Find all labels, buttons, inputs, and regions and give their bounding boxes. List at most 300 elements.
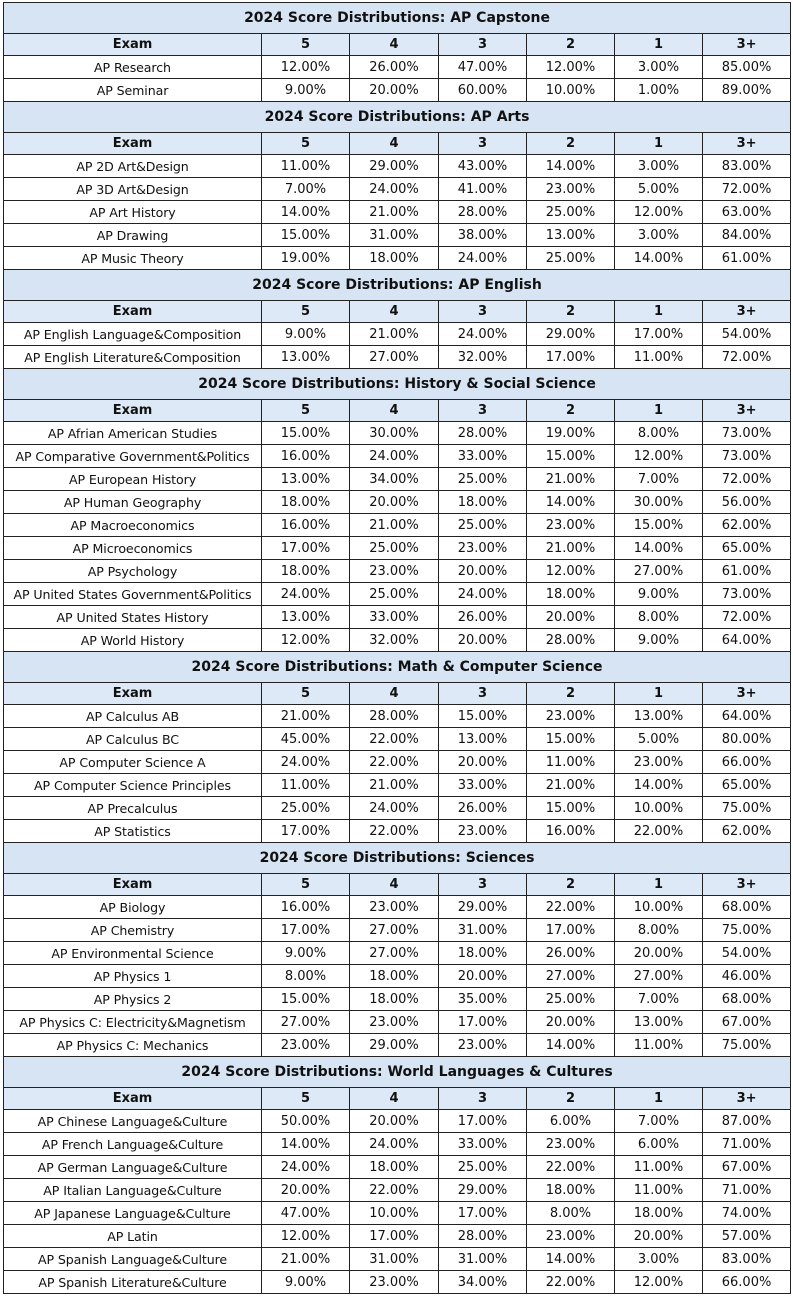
column-header-score-2: 2 xyxy=(527,400,615,422)
cell-score-5: 21.00% xyxy=(262,705,350,728)
cell-score-3: 35.00% xyxy=(439,988,527,1011)
cell-score-5: 19.00% xyxy=(262,247,350,270)
cell-score-2: 14.00% xyxy=(527,155,615,178)
cell-score-4: 23.00% xyxy=(350,896,439,919)
cell-exam: AP Spanish Literature&Culture xyxy=(4,1271,262,1294)
cell-score-2: 8.00% xyxy=(527,1202,615,1225)
cell-score-2: 25.00% xyxy=(527,988,615,1011)
column-header-score-4: 4 xyxy=(350,400,439,422)
section-title-row xyxy=(4,270,791,301)
cell-score-3-plus: 75.00% xyxy=(703,1034,791,1057)
column-header-row xyxy=(4,1088,791,1110)
cell-score-2: 20.00% xyxy=(527,1011,615,1034)
column-header-score-2: 2 xyxy=(527,301,615,323)
section-title: 2024 Score Distributions: Math & Computer Science xyxy=(4,652,791,683)
cell-score-5: 8.00% xyxy=(262,965,350,988)
cell-score-3: 60.00% xyxy=(439,79,527,102)
column-header-score-5: 5 xyxy=(262,683,350,705)
cell-score-4: 31.00% xyxy=(350,224,439,247)
column-header-score-3: 3 xyxy=(439,1088,527,1110)
cell-exam: AP English Literature&Composition xyxy=(4,346,262,369)
column-header-exam: Exam xyxy=(4,1088,262,1110)
table-row xyxy=(4,224,791,247)
cell-score-4: 24.00% xyxy=(350,1133,439,1156)
cell-score-3: 25.00% xyxy=(439,514,527,537)
cell-exam: AP Macroeconomics xyxy=(4,514,262,537)
cell-score-5: 7.00% xyxy=(262,178,350,201)
table-row xyxy=(4,1011,791,1034)
table-row xyxy=(4,820,791,843)
cell-score-1: 3.00% xyxy=(615,56,703,79)
cell-score-5: 15.00% xyxy=(262,422,350,445)
cell-score-3: 20.00% xyxy=(439,560,527,583)
cell-exam: AP Biology xyxy=(4,896,262,919)
cell-score-5: 12.00% xyxy=(262,56,350,79)
table-row xyxy=(4,1133,791,1156)
cell-score-3-plus: 67.00% xyxy=(703,1011,791,1034)
cell-score-3-plus: 71.00% xyxy=(703,1133,791,1156)
column-header-score-5: 5 xyxy=(262,133,350,155)
table-row xyxy=(4,705,791,728)
cell-score-3: 29.00% xyxy=(439,1179,527,1202)
cell-score-3-plus: 62.00% xyxy=(703,514,791,537)
cell-score-2: 21.00% xyxy=(527,774,615,797)
cell-score-1: 9.00% xyxy=(615,583,703,606)
table-row xyxy=(4,942,791,965)
column-header-score-2: 2 xyxy=(527,1088,615,1110)
cell-score-3: 33.00% xyxy=(439,774,527,797)
table-row xyxy=(4,491,791,514)
cell-exam: AP Drawing xyxy=(4,224,262,247)
cell-score-3: 26.00% xyxy=(439,606,527,629)
cell-score-5: 14.00% xyxy=(262,1133,350,1156)
cell-score-5: 11.00% xyxy=(262,774,350,797)
section-title-row xyxy=(4,369,791,400)
cell-score-2: 12.00% xyxy=(527,560,615,583)
cell-exam: AP Psychology xyxy=(4,560,262,583)
cell-score-1: 5.00% xyxy=(615,728,703,751)
cell-score-3-plus: 73.00% xyxy=(703,583,791,606)
cell-score-2: 14.00% xyxy=(527,491,615,514)
table-row xyxy=(4,79,791,102)
cell-score-4: 18.00% xyxy=(350,1156,439,1179)
cell-score-3-plus: 64.00% xyxy=(703,705,791,728)
cell-exam: AP Music Theory xyxy=(4,247,262,270)
cell-score-1: 27.00% xyxy=(615,965,703,988)
cell-exam: AP Italian Language&Culture xyxy=(4,1179,262,1202)
cell-score-1: 10.00% xyxy=(615,797,703,820)
cell-score-5: 18.00% xyxy=(262,491,350,514)
cell-score-3: 32.00% xyxy=(439,346,527,369)
cell-score-3: 23.00% xyxy=(439,820,527,843)
cell-score-2: 14.00% xyxy=(527,1034,615,1057)
cell-score-3-plus: 89.00% xyxy=(703,79,791,102)
cell-exam: AP Seminar xyxy=(4,79,262,102)
cell-score-2: 6.00% xyxy=(527,1110,615,1133)
cell-score-3-plus: 74.00% xyxy=(703,1202,791,1225)
column-header-score-3: 3 xyxy=(439,133,527,155)
column-header-row xyxy=(4,133,791,155)
cell-exam: AP Microeconomics xyxy=(4,537,262,560)
cell-score-4: 22.00% xyxy=(350,728,439,751)
cell-score-3: 17.00% xyxy=(439,1011,527,1034)
cell-score-1: 7.00% xyxy=(615,468,703,491)
cell-score-5: 23.00% xyxy=(262,1034,350,1057)
cell-exam: AP French Language&Culture xyxy=(4,1133,262,1156)
cell-score-1: 7.00% xyxy=(615,988,703,1011)
cell-score-1: 6.00% xyxy=(615,1133,703,1156)
cell-score-4: 22.00% xyxy=(350,820,439,843)
cell-score-1: 17.00% xyxy=(615,323,703,346)
column-header-row xyxy=(4,683,791,705)
table-row xyxy=(4,468,791,491)
cell-score-4: 27.00% xyxy=(350,942,439,965)
cell-score-4: 22.00% xyxy=(350,751,439,774)
cell-score-5: 14.00% xyxy=(262,201,350,224)
cell-exam: AP Calculus AB xyxy=(4,705,262,728)
column-header-exam: Exam xyxy=(4,683,262,705)
cell-score-1: 13.00% xyxy=(615,1011,703,1034)
table-row xyxy=(4,514,791,537)
cell-score-1: 22.00% xyxy=(615,820,703,843)
cell-score-2: 23.00% xyxy=(527,514,615,537)
cell-score-1: 11.00% xyxy=(615,1034,703,1057)
cell-score-3: 28.00% xyxy=(439,1225,527,1248)
cell-score-4: 25.00% xyxy=(350,583,439,606)
column-header-score-2: 2 xyxy=(527,683,615,705)
cell-score-1: 11.00% xyxy=(615,1179,703,1202)
cell-score-4: 20.00% xyxy=(350,1110,439,1133)
cell-score-3-plus: 66.00% xyxy=(703,1271,791,1294)
cell-exam: AP Physics C: Mechanics xyxy=(4,1034,262,1057)
cell-score-3-plus: 83.00% xyxy=(703,1248,791,1271)
cell-score-4: 18.00% xyxy=(350,988,439,1011)
cell-score-5: 9.00% xyxy=(262,1271,350,1294)
table-row xyxy=(4,1202,791,1225)
cell-score-5: 9.00% xyxy=(262,942,350,965)
section-title: 2024 Score Distributions: Sciences xyxy=(4,843,791,874)
table-body xyxy=(4,3,791,1294)
cell-score-4: 21.00% xyxy=(350,514,439,537)
section-title: 2024 Score Distributions: AP Capstone xyxy=(4,3,791,34)
section-title: 2024 Score Distributions: AP Arts xyxy=(4,102,791,133)
table-row xyxy=(4,445,791,468)
cell-score-1: 14.00% xyxy=(615,774,703,797)
column-header-score-1: 1 xyxy=(615,301,703,323)
cell-score-4: 31.00% xyxy=(350,1248,439,1271)
cell-exam: AP English Language&Composition xyxy=(4,323,262,346)
cell-exam: AP Latin xyxy=(4,1225,262,1248)
cell-score-3: 28.00% xyxy=(439,201,527,224)
column-header-score-5: 5 xyxy=(262,400,350,422)
cell-exam: AP Chinese Language&Culture xyxy=(4,1110,262,1133)
cell-exam: AP Physics C: Electricity&Magnetism xyxy=(4,1011,262,1034)
cell-score-1: 20.00% xyxy=(615,942,703,965)
cell-score-3-plus: 71.00% xyxy=(703,1179,791,1202)
cell-score-4: 25.00% xyxy=(350,537,439,560)
table-row xyxy=(4,797,791,820)
cell-score-5: 25.00% xyxy=(262,797,350,820)
column-header-score-4: 4 xyxy=(350,1088,439,1110)
cell-exam: AP German Language&Culture xyxy=(4,1156,262,1179)
cell-score-3-plus: 57.00% xyxy=(703,1225,791,1248)
column-header-score-3-plus: 3+ xyxy=(703,133,791,155)
cell-score-5: 18.00% xyxy=(262,560,350,583)
cell-score-1: 3.00% xyxy=(615,1248,703,1271)
cell-exam: AP 2D Art&Design xyxy=(4,155,262,178)
cell-score-1: 15.00% xyxy=(615,514,703,537)
cell-score-1: 8.00% xyxy=(615,919,703,942)
cell-score-1: 9.00% xyxy=(615,629,703,652)
cell-score-2: 15.00% xyxy=(527,445,615,468)
cell-score-1: 30.00% xyxy=(615,491,703,514)
column-header-score-4: 4 xyxy=(350,874,439,896)
column-header-score-3: 3 xyxy=(439,874,527,896)
table-row xyxy=(4,247,791,270)
cell-score-3-plus: 63.00% xyxy=(703,201,791,224)
cell-score-5: 24.00% xyxy=(262,1156,350,1179)
cell-exam: AP Environmental Science xyxy=(4,942,262,965)
cell-score-4: 23.00% xyxy=(350,560,439,583)
column-header-score-4: 4 xyxy=(350,34,439,56)
cell-score-5: 20.00% xyxy=(262,1179,350,1202)
cell-score-1: 1.00% xyxy=(615,79,703,102)
cell-score-3: 13.00% xyxy=(439,728,527,751)
cell-score-3: 23.00% xyxy=(439,537,527,560)
table-row xyxy=(4,1271,791,1294)
cell-score-5: 24.00% xyxy=(262,583,350,606)
cell-score-5: 17.00% xyxy=(262,919,350,942)
cell-score-3: 31.00% xyxy=(439,1248,527,1271)
column-header-row xyxy=(4,34,791,56)
cell-exam: AP United States Government&Politics xyxy=(4,583,262,606)
table-row xyxy=(4,919,791,942)
column-header-score-3-plus: 3+ xyxy=(703,400,791,422)
cell-score-3-plus: 61.00% xyxy=(703,560,791,583)
cell-score-5: 16.00% xyxy=(262,896,350,919)
cell-score-4: 17.00% xyxy=(350,1225,439,1248)
cell-score-3: 34.00% xyxy=(439,1271,527,1294)
cell-score-3-plus: 54.00% xyxy=(703,323,791,346)
cell-score-4: 21.00% xyxy=(350,774,439,797)
cell-score-3-plus: 61.00% xyxy=(703,247,791,270)
cell-score-3-plus: 56.00% xyxy=(703,491,791,514)
column-header-exam: Exam xyxy=(4,874,262,896)
cell-score-2: 14.00% xyxy=(527,1248,615,1271)
cell-exam: AP Statistics xyxy=(4,820,262,843)
cell-score-2: 22.00% xyxy=(527,896,615,919)
cell-score-1: 14.00% xyxy=(615,247,703,270)
cell-score-2: 22.00% xyxy=(527,1271,615,1294)
cell-score-2: 16.00% xyxy=(527,820,615,843)
cell-score-5: 24.00% xyxy=(262,751,350,774)
cell-exam: AP Spanish Language&Culture xyxy=(4,1248,262,1271)
table-row xyxy=(4,896,791,919)
table-row xyxy=(4,629,791,652)
cell-score-1: 3.00% xyxy=(615,224,703,247)
cell-score-3-plus: 72.00% xyxy=(703,178,791,201)
cell-score-2: 25.00% xyxy=(527,247,615,270)
cell-score-3: 38.00% xyxy=(439,224,527,247)
cell-exam: AP European History xyxy=(4,468,262,491)
column-header-score-5: 5 xyxy=(262,874,350,896)
cell-score-2: 15.00% xyxy=(527,797,615,820)
cell-score-1: 27.00% xyxy=(615,560,703,583)
cell-exam: AP Calculus BC xyxy=(4,728,262,751)
cell-score-2: 21.00% xyxy=(527,468,615,491)
column-header-score-5: 5 xyxy=(262,34,350,56)
column-header-score-1: 1 xyxy=(615,34,703,56)
column-header-score-3: 3 xyxy=(439,400,527,422)
cell-score-3-plus: 54.00% xyxy=(703,942,791,965)
cell-score-5: 17.00% xyxy=(262,820,350,843)
table-row xyxy=(4,422,791,445)
table-row xyxy=(4,1156,791,1179)
section-title-row xyxy=(4,652,791,683)
cell-score-4: 21.00% xyxy=(350,201,439,224)
column-header-score-2: 2 xyxy=(527,34,615,56)
cell-score-3: 20.00% xyxy=(439,751,527,774)
cell-score-4: 33.00% xyxy=(350,606,439,629)
cell-score-3: 24.00% xyxy=(439,323,527,346)
cell-score-3: 31.00% xyxy=(439,919,527,942)
column-header-score-3: 3 xyxy=(439,34,527,56)
table-row xyxy=(4,155,791,178)
cell-exam: AP Human Geography xyxy=(4,491,262,514)
score-distribution-sheet xyxy=(3,2,790,1294)
cell-score-3: 28.00% xyxy=(439,422,527,445)
cell-score-4: 21.00% xyxy=(350,323,439,346)
cell-score-4: 23.00% xyxy=(350,1271,439,1294)
cell-score-3-plus: 73.00% xyxy=(703,422,791,445)
cell-score-5: 12.00% xyxy=(262,1225,350,1248)
cell-score-2: 18.00% xyxy=(527,583,615,606)
cell-score-4: 28.00% xyxy=(350,705,439,728)
cell-score-2: 23.00% xyxy=(527,178,615,201)
cell-score-2: 18.00% xyxy=(527,1179,615,1202)
cell-score-3-plus: 46.00% xyxy=(703,965,791,988)
cell-score-5: 9.00% xyxy=(262,323,350,346)
column-header-score-1: 1 xyxy=(615,683,703,705)
cell-score-3: 20.00% xyxy=(439,629,527,652)
section-title: 2024 Score Distributions: History & Social Science xyxy=(4,369,791,400)
score-distribution-table xyxy=(3,2,791,1294)
cell-score-3-plus: 64.00% xyxy=(703,629,791,652)
table-row xyxy=(4,178,791,201)
cell-score-4: 20.00% xyxy=(350,79,439,102)
cell-score-5: 27.00% xyxy=(262,1011,350,1034)
column-header-score-1: 1 xyxy=(615,133,703,155)
cell-score-3-plus: 72.00% xyxy=(703,346,791,369)
column-header-score-3-plus: 3+ xyxy=(703,1088,791,1110)
cell-score-1: 23.00% xyxy=(615,751,703,774)
column-header-score-4: 4 xyxy=(350,301,439,323)
cell-score-4: 24.00% xyxy=(350,797,439,820)
column-header-score-3: 3 xyxy=(439,683,527,705)
table-row xyxy=(4,751,791,774)
cell-score-1: 12.00% xyxy=(615,201,703,224)
cell-score-2: 25.00% xyxy=(527,201,615,224)
cell-score-2: 21.00% xyxy=(527,537,615,560)
cell-score-5: 9.00% xyxy=(262,79,350,102)
cell-score-4: 29.00% xyxy=(350,155,439,178)
cell-score-1: 5.00% xyxy=(615,178,703,201)
cell-score-3-plus: 68.00% xyxy=(703,896,791,919)
column-header-exam: Exam xyxy=(4,301,262,323)
cell-exam: AP World History xyxy=(4,629,262,652)
cell-score-3-plus: 80.00% xyxy=(703,728,791,751)
cell-score-4: 22.00% xyxy=(350,1179,439,1202)
section-title-row xyxy=(4,1057,791,1088)
table-row xyxy=(4,1034,791,1057)
cell-score-3: 23.00% xyxy=(439,1034,527,1057)
cell-score-2: 22.00% xyxy=(527,1156,615,1179)
table-row xyxy=(4,56,791,79)
column-header-score-1: 1 xyxy=(615,1088,703,1110)
cell-score-2: 11.00% xyxy=(527,751,615,774)
column-header-score-3: 3 xyxy=(439,301,527,323)
table-row xyxy=(4,537,791,560)
cell-score-3: 24.00% xyxy=(439,247,527,270)
table-row xyxy=(4,323,791,346)
cell-score-3-plus: 66.00% xyxy=(703,751,791,774)
cell-score-2: 26.00% xyxy=(527,942,615,965)
cell-score-1: 11.00% xyxy=(615,1156,703,1179)
cell-exam: AP Precalculus xyxy=(4,797,262,820)
cell-score-4: 24.00% xyxy=(350,178,439,201)
cell-exam: AP Physics 2 xyxy=(4,988,262,1011)
cell-score-4: 34.00% xyxy=(350,468,439,491)
cell-score-2: 15.00% xyxy=(527,728,615,751)
cell-score-4: 20.00% xyxy=(350,491,439,514)
cell-score-3-plus: 72.00% xyxy=(703,468,791,491)
cell-score-1: 8.00% xyxy=(615,422,703,445)
section-title: 2024 Score Distributions: World Languages & Cultures xyxy=(4,1057,791,1088)
cell-score-3: 26.00% xyxy=(439,797,527,820)
cell-score-2: 28.00% xyxy=(527,629,615,652)
cell-score-2: 12.00% xyxy=(527,56,615,79)
column-header-score-1: 1 xyxy=(615,400,703,422)
cell-score-3: 33.00% xyxy=(439,445,527,468)
cell-score-3: 18.00% xyxy=(439,491,527,514)
cell-score-4: 23.00% xyxy=(350,1011,439,1034)
cell-score-1: 8.00% xyxy=(615,606,703,629)
cell-score-2: 23.00% xyxy=(527,1133,615,1156)
cell-score-3-plus: 85.00% xyxy=(703,56,791,79)
cell-score-3-plus: 72.00% xyxy=(703,606,791,629)
cell-score-1: 12.00% xyxy=(615,1271,703,1294)
column-header-score-4: 4 xyxy=(350,133,439,155)
column-header-score-2: 2 xyxy=(527,874,615,896)
cell-score-4: 18.00% xyxy=(350,965,439,988)
cell-score-3-plus: 83.00% xyxy=(703,155,791,178)
cell-score-5: 50.00% xyxy=(262,1110,350,1133)
cell-score-5: 13.00% xyxy=(262,346,350,369)
cell-score-2: 19.00% xyxy=(527,422,615,445)
cell-score-1: 14.00% xyxy=(615,537,703,560)
cell-score-2: 10.00% xyxy=(527,79,615,102)
cell-score-4: 29.00% xyxy=(350,1034,439,1057)
table-row xyxy=(4,988,791,1011)
column-header-score-1: 1 xyxy=(615,874,703,896)
column-header-row xyxy=(4,301,791,323)
cell-score-2: 23.00% xyxy=(527,1225,615,1248)
cell-score-1: 7.00% xyxy=(615,1110,703,1133)
cell-score-2: 20.00% xyxy=(527,606,615,629)
cell-score-2: 29.00% xyxy=(527,323,615,346)
section-title-row xyxy=(4,3,791,34)
cell-exam: AP Japanese Language&Culture xyxy=(4,1202,262,1225)
